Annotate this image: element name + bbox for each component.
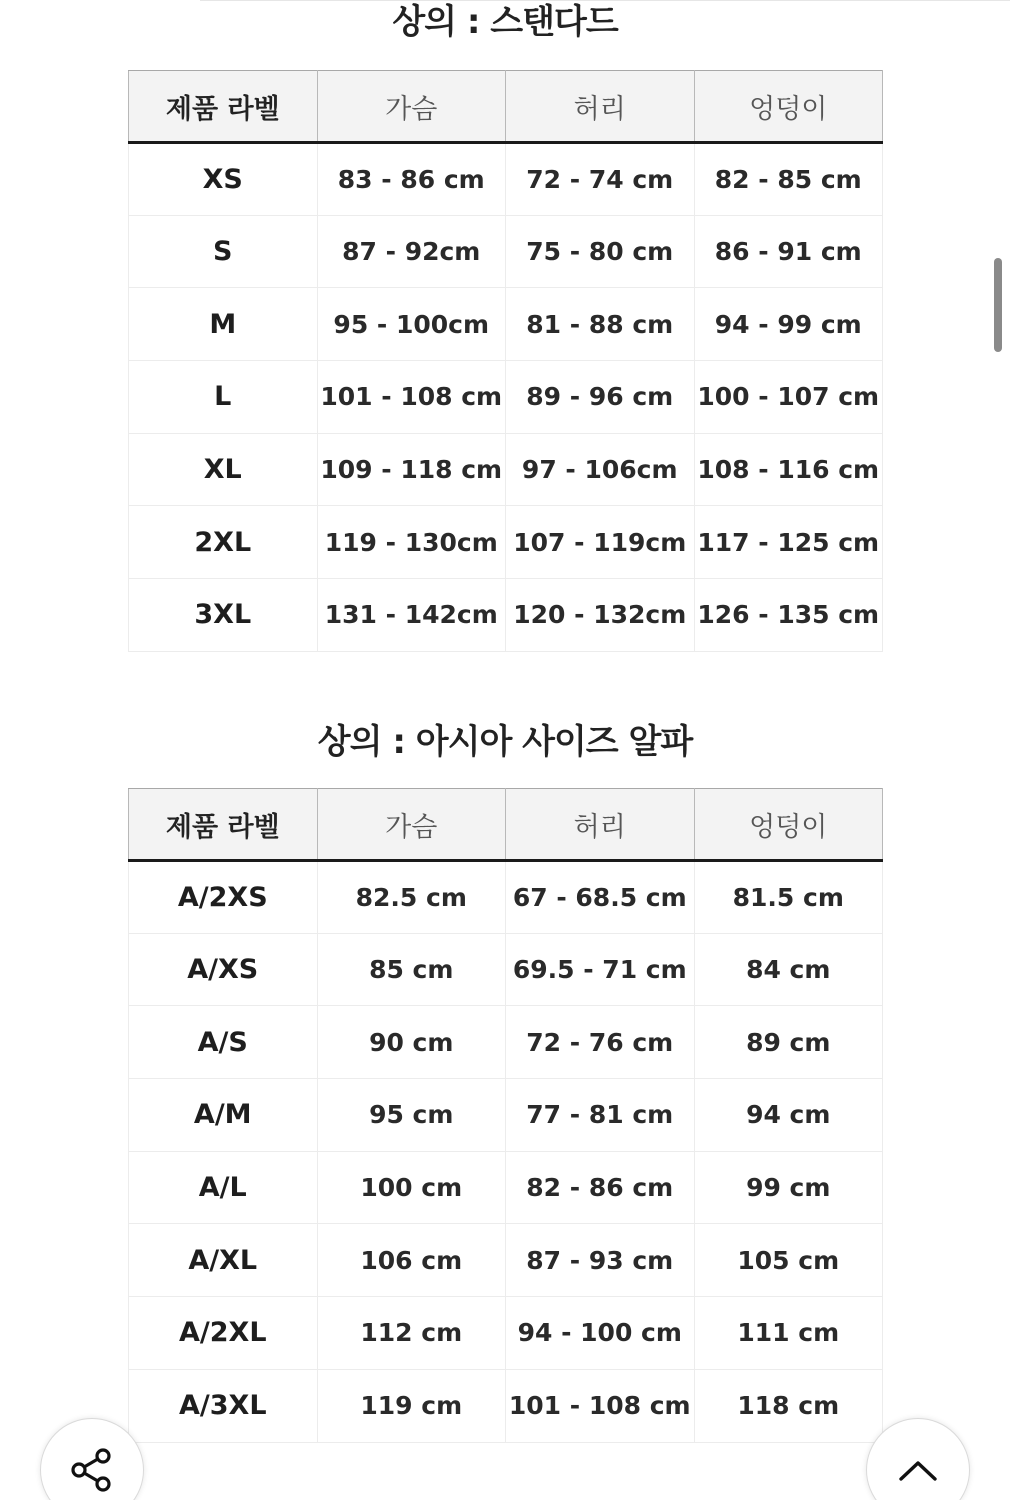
table-body: [129, 143, 883, 652]
table-body: [129, 861, 883, 1443]
column-header-waist: 허리: [506, 789, 695, 861]
chest-cell: 100 cm: [317, 1151, 506, 1224]
waist-cell: 77 - 81 cm: [506, 1079, 695, 1152]
chest-cell: 106 cm: [317, 1224, 506, 1297]
hip-cell: 108 - 116 cm: [694, 433, 883, 506]
waist-cell: 67 - 68.5 cm: [506, 861, 695, 934]
hip-cell: 86 - 91 cm: [694, 215, 883, 288]
size-label-cell: A/XS: [129, 933, 318, 1006]
column-header-hip: 엉덩이: [694, 789, 883, 861]
hip-cell: 126 - 135 cm: [694, 579, 883, 652]
waist-cell: 81 - 88 cm: [506, 288, 695, 361]
size-label-cell: L: [129, 361, 318, 434]
size-label-cell: XS: [129, 143, 318, 216]
chest-cell: 109 - 118 cm: [317, 433, 506, 506]
table-row: [129, 1297, 883, 1370]
waist-cell: 97 - 106cm: [506, 433, 695, 506]
table-row: [129, 1006, 883, 1079]
waist-cell: 120 - 132cm: [506, 579, 695, 652]
chevron-up-icon: [896, 1455, 940, 1485]
size-label-cell: S: [129, 215, 318, 288]
chest-cell: 101 - 108 cm: [317, 361, 506, 434]
table-row: [129, 361, 883, 434]
size-label-cell: A/3XL: [129, 1369, 318, 1442]
share-icon: [67, 1445, 117, 1495]
waist-cell: 87 - 93 cm: [506, 1224, 695, 1297]
hip-cell: 105 cm: [694, 1224, 883, 1297]
table-header: [129, 789, 883, 861]
chest-cell: 119 - 130cm: [317, 506, 506, 579]
column-header-label: 제품 라벨: [129, 789, 318, 861]
size-label-cell: XL: [129, 433, 318, 506]
table-row: [129, 933, 883, 1006]
asia-size-title: 상의 : 아시아 사이즈 알파: [317, 722, 693, 762]
waist-cell: 107 - 119cm: [506, 506, 695, 579]
table-row: [129, 433, 883, 506]
hip-cell: 111 cm: [694, 1297, 883, 1370]
waist-cell: 94 - 100 cm: [506, 1297, 695, 1370]
standard-size-title: 상의 : 스탠다드: [392, 2, 618, 42]
hip-cell: 99 cm: [694, 1151, 883, 1224]
hip-cell: 94 cm: [694, 1079, 883, 1152]
table-row: [129, 1151, 883, 1224]
chest-cell: 82.5 cm: [317, 861, 506, 934]
hip-cell: 117 - 125 cm: [694, 506, 883, 579]
table-row: [129, 1369, 883, 1442]
hip-cell: 118 cm: [694, 1369, 883, 1442]
hip-cell: 82 - 85 cm: [694, 143, 883, 216]
waist-cell: 75 - 80 cm: [506, 215, 695, 288]
scrollbar-thumb[interactable]: [994, 258, 1002, 352]
table-row: [129, 143, 883, 216]
table-row: [129, 215, 883, 288]
size-label-cell: 2XL: [129, 506, 318, 579]
size-label-cell: A/XL: [129, 1224, 318, 1297]
chest-cell: 112 cm: [317, 1297, 506, 1370]
table-row: [129, 579, 883, 652]
chest-cell: 119 cm: [317, 1369, 506, 1442]
size-label-cell: A/M: [129, 1079, 318, 1152]
hip-cell: 81.5 cm: [694, 861, 883, 934]
standard-size-table: [128, 70, 883, 652]
chest-cell: 131 - 142cm: [317, 579, 506, 652]
waist-cell: 89 - 96 cm: [506, 361, 695, 434]
chest-cell: 90 cm: [317, 1006, 506, 1079]
size-label-cell: A/2XL: [129, 1297, 318, 1370]
size-label-cell: 3XL: [129, 579, 318, 652]
table-row: [129, 1224, 883, 1297]
size-label-cell: A/2XS: [129, 861, 318, 934]
waist-cell: 72 - 74 cm: [506, 143, 695, 216]
chest-cell: 83 - 86 cm: [317, 143, 506, 216]
hip-cell: 94 - 99 cm: [694, 288, 883, 361]
waist-cell: 82 - 86 cm: [506, 1151, 695, 1224]
size-label-cell: M: [129, 288, 318, 361]
hip-cell: 100 - 107 cm: [694, 361, 883, 434]
size-label-cell: A/L: [129, 1151, 318, 1224]
hip-cell: 84 cm: [694, 933, 883, 1006]
size-label-cell: A/S: [129, 1006, 318, 1079]
waist-cell: 72 - 76 cm: [506, 1006, 695, 1079]
header-row: [129, 789, 883, 861]
table-row: [129, 506, 883, 579]
table-row: [129, 861, 883, 934]
waist-cell: 101 - 108 cm: [506, 1369, 695, 1442]
column-header-chest: 가슴: [317, 71, 506, 143]
chest-cell: 95 cm: [317, 1079, 506, 1152]
hip-cell: 89 cm: [694, 1006, 883, 1079]
column-header-label: 제품 라벨: [129, 71, 318, 143]
chest-cell: 85 cm: [317, 933, 506, 1006]
table-row: [129, 288, 883, 361]
asia-size-table: [128, 788, 883, 1443]
header-row: [129, 71, 883, 143]
chest-cell: 87 - 92cm: [317, 215, 506, 288]
waist-cell: 69.5 - 71 cm: [506, 933, 695, 1006]
table-header: [129, 71, 883, 143]
table-row: [129, 1079, 883, 1152]
column-header-chest: 가슴: [317, 789, 506, 861]
column-header-waist: 허리: [506, 71, 695, 143]
column-header-hip: 엉덩이: [694, 71, 883, 143]
chest-cell: 95 - 100cm: [317, 288, 506, 361]
